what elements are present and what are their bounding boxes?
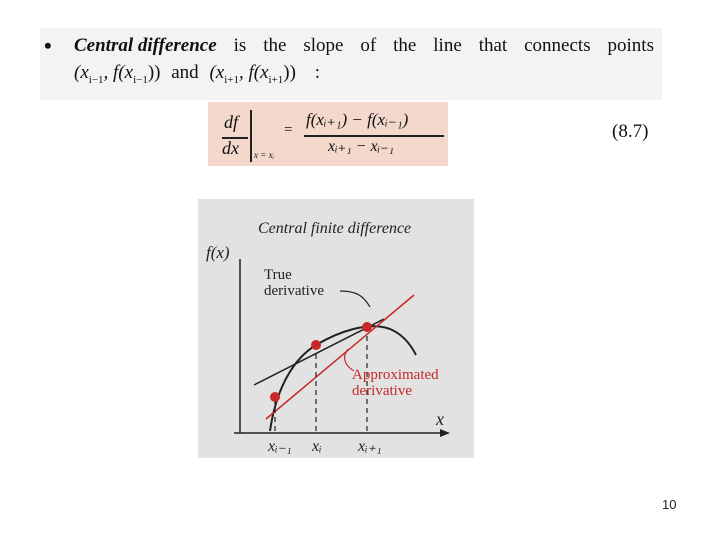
approx-derivative-line (266, 295, 414, 419)
tick-label-x-ip1: xᵢ₊₁ (358, 438, 382, 455)
definition-line-1 (74, 35, 654, 57)
equation-lhs-denominator: dx (222, 138, 239, 158)
equals-sign: = (284, 122, 293, 138)
approx-derivative-label-2: derivative (352, 383, 412, 399)
true-derivative-label-2: derivative (264, 283, 324, 299)
equation-lhs-numerator: df (224, 112, 239, 132)
eval-bar (250, 110, 252, 162)
equation-eval-point: x = xᵢ (254, 150, 274, 160)
point-x-ip1 (362, 322, 372, 332)
word: points (607, 35, 654, 56)
term-central-difference: Central difference (74, 35, 217, 56)
x-axis-label: x (436, 409, 444, 429)
equation-box (208, 102, 448, 166)
approx-derivative-label-1: Approximated (352, 367, 439, 383)
equation-rhs-denominator: xᵢ₊₁ − xᵢ₋₁ (328, 138, 395, 155)
word: the (263, 35, 287, 56)
word: slope (303, 35, 344, 56)
point-1: ($x_{i-1}$, $f(x_{i-1})$) (74, 62, 161, 86)
conjunction: and (171, 62, 199, 83)
true-derivative-leader (340, 291, 370, 307)
true-derivative-label-1: True (264, 267, 292, 283)
word: the (393, 35, 417, 56)
point-x-im1 (270, 392, 280, 402)
definition-line-2 (74, 62, 320, 86)
word: connects (524, 35, 591, 56)
word: of (360, 35, 377, 56)
point-2: ($x_{i+1}$, $f(x_{i+1})$) (209, 62, 296, 86)
y-axis-label: f(x) (206, 243, 230, 262)
point-x-i (311, 340, 321, 350)
equation-rhs-numerator: f(xᵢ₊₁) − f(xᵢ₋₁) (306, 110, 409, 129)
tick-label-x-im1: xᵢ₋₁ (268, 438, 292, 455)
bullet-marker: • (44, 33, 52, 58)
word: that (478, 35, 508, 56)
word: is (233, 35, 247, 56)
page-number: 10 (662, 497, 677, 512)
tick-label-x-i: xᵢ (312, 438, 322, 455)
colon: : (314, 62, 320, 83)
x-axis-arrow (440, 429, 450, 437)
figure-title: Central finite difference (258, 220, 412, 237)
central-difference-figure (198, 199, 474, 458)
equation-number: (8.7) (612, 121, 649, 142)
figure-svg (198, 199, 474, 458)
word: line (433, 35, 462, 56)
